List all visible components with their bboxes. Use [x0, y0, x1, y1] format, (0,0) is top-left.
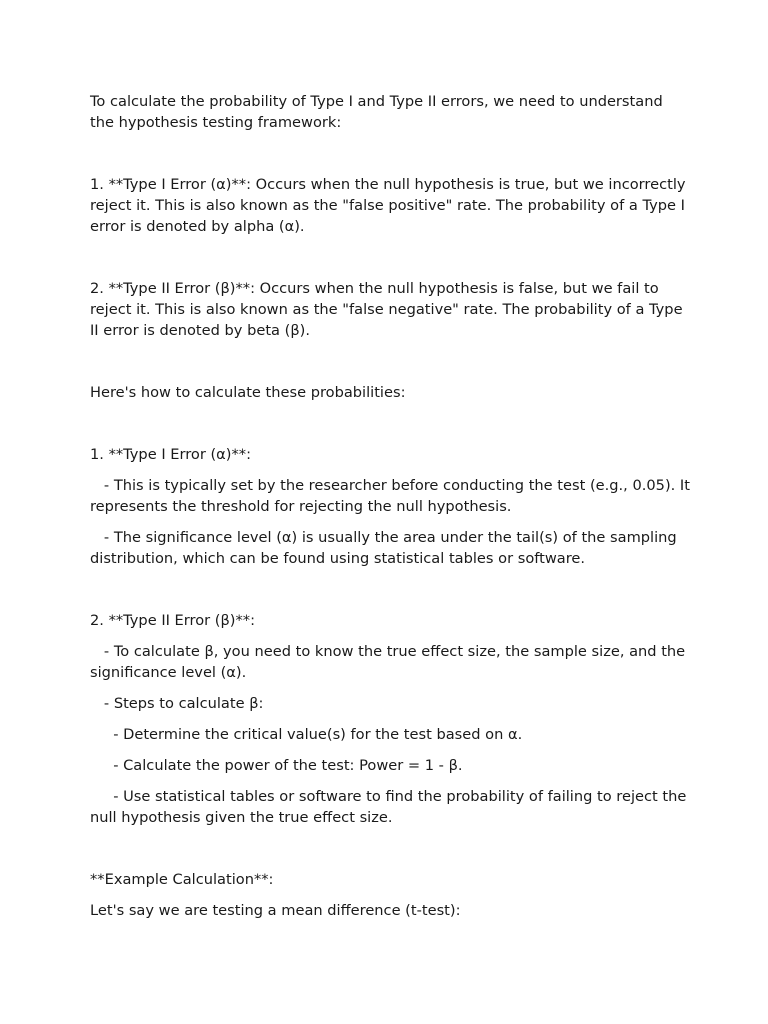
paragraph-gap — [90, 413, 690, 444]
intro-paragraph: To calculate the probability of Type I and Type II errors, we need to understand the hypothesis testing framework: — [90, 93, 668, 131]
example-heading: **Example Calculation**: — [90, 871, 274, 888]
type-two-bullet: - Steps to calculate β: — [90, 695, 264, 712]
paragraph-gap — [90, 351, 690, 382]
type-one-bullet: - The significance level (α) is usually the area under the tail(s) of the sampling distribution, which can be found using statistical tables or software. — [90, 529, 682, 567]
type-two-heading: 2. **Type II Error (β)**: — [90, 612, 255, 629]
how-to-heading: Here's how to calculate these probabilities: — [90, 384, 406, 401]
type-two-bullet: - To calculate β, you need to know the true effect size, the sample size, and the significance level (α). — [90, 643, 690, 681]
type-two-step: - Use statistical tables or software to find the probability of failing to reject the null hypothesis given the true effect size. — [90, 788, 691, 826]
paragraph-gap — [90, 838, 690, 869]
type-one-heading: 1. **Type I Error (α)**: — [90, 446, 251, 463]
example-intro: Let's say we are testing a mean difference (t-test): — [90, 902, 461, 919]
type-two-step: - Determine the critical value(s) for the test based on α. — [90, 726, 523, 743]
type-two-definition: 2. **Type II Error (β)**: Occurs when the null hypothesis is false, but we fail to reject it. This is also known as the "false negative" rate. The probability of a Type II error is denoted by beta (β). — [90, 280, 688, 339]
paragraph-gap — [90, 143, 690, 174]
document-body — [90, 91, 695, 931]
type-one-definition: 1. **Type I Error (α)**: Occurs when the null hypothesis is true, but we incorrectly reject it. This is also known as the "false positive" rate. The probability of a Type I error is denoted by alpha (α). — [90, 176, 691, 235]
paragraph-gap — [90, 247, 690, 278]
paragraph-gap — [90, 579, 690, 610]
type-two-step: - Calculate the power of the test: Power = 1 - β. — [90, 757, 463, 774]
type-one-bullet: - This is typically set by the researcher before conducting the test (e.g., 0.05). It represents the threshold for rejecting the null hypothesis. — [90, 477, 695, 515]
